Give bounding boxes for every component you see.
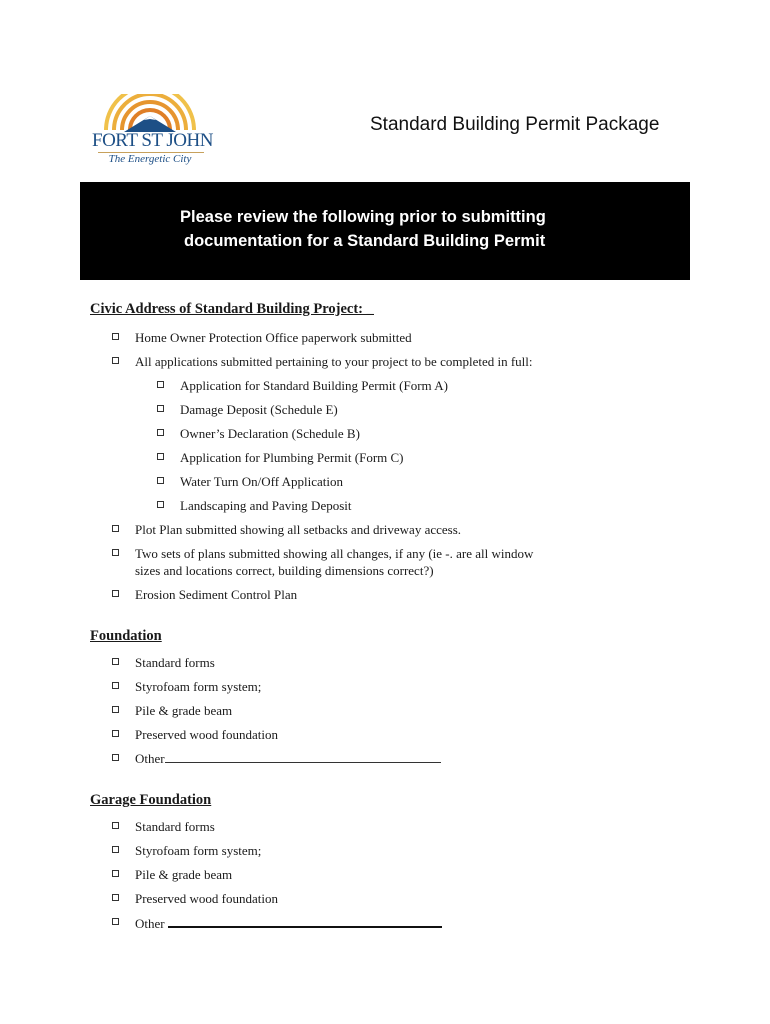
checkbox[interactable] <box>112 870 119 877</box>
banner-line-1: Please review the following prior to submitting <box>180 208 546 226</box>
logo-tagline: The Energetic City <box>108 153 192 165</box>
logo-name: FORT ST JOHN <box>92 130 213 151</box>
other-blank-line[interactable] <box>168 914 442 928</box>
checkbox[interactable] <box>112 894 119 901</box>
checkbox[interactable] <box>112 682 119 689</box>
notice-banner-text <box>180 205 600 253</box>
sunrise-mountain-icon <box>92 94 212 134</box>
checkbox[interactable] <box>112 918 119 925</box>
checkbox[interactable] <box>112 333 119 340</box>
checkbox[interactable] <box>157 453 164 460</box>
civic-address-label: Civic Address of Standard Building Project: _ <box>90 301 374 317</box>
checkbox[interactable] <box>157 501 164 508</box>
garage-foundation-heading: Garage Foundation <box>90 792 212 808</box>
checkbox[interactable] <box>112 525 119 532</box>
other-blank-line[interactable] <box>165 750 441 763</box>
checkbox[interactable] <box>157 429 164 436</box>
document-title: Standard Building Permit Package <box>370 114 660 135</box>
checkbox[interactable] <box>157 477 164 484</box>
banner-line-2: documentation for a Standard Building Permit <box>184 232 546 250</box>
fort-st-john-logo <box>92 94 212 174</box>
checkbox[interactable] <box>112 590 119 597</box>
checkbox[interactable] <box>157 405 164 412</box>
checkbox[interactable] <box>112 730 119 737</box>
checkbox[interactable] <box>112 549 119 556</box>
foundation-heading: Foundation <box>90 628 162 644</box>
checkbox[interactable] <box>157 381 164 388</box>
checkbox[interactable] <box>112 846 119 853</box>
checkbox[interactable] <box>112 754 119 761</box>
checkbox[interactable] <box>112 658 119 665</box>
checkbox[interactable] <box>112 706 119 713</box>
checkbox[interactable] <box>112 357 119 364</box>
checkbox[interactable] <box>112 822 119 829</box>
